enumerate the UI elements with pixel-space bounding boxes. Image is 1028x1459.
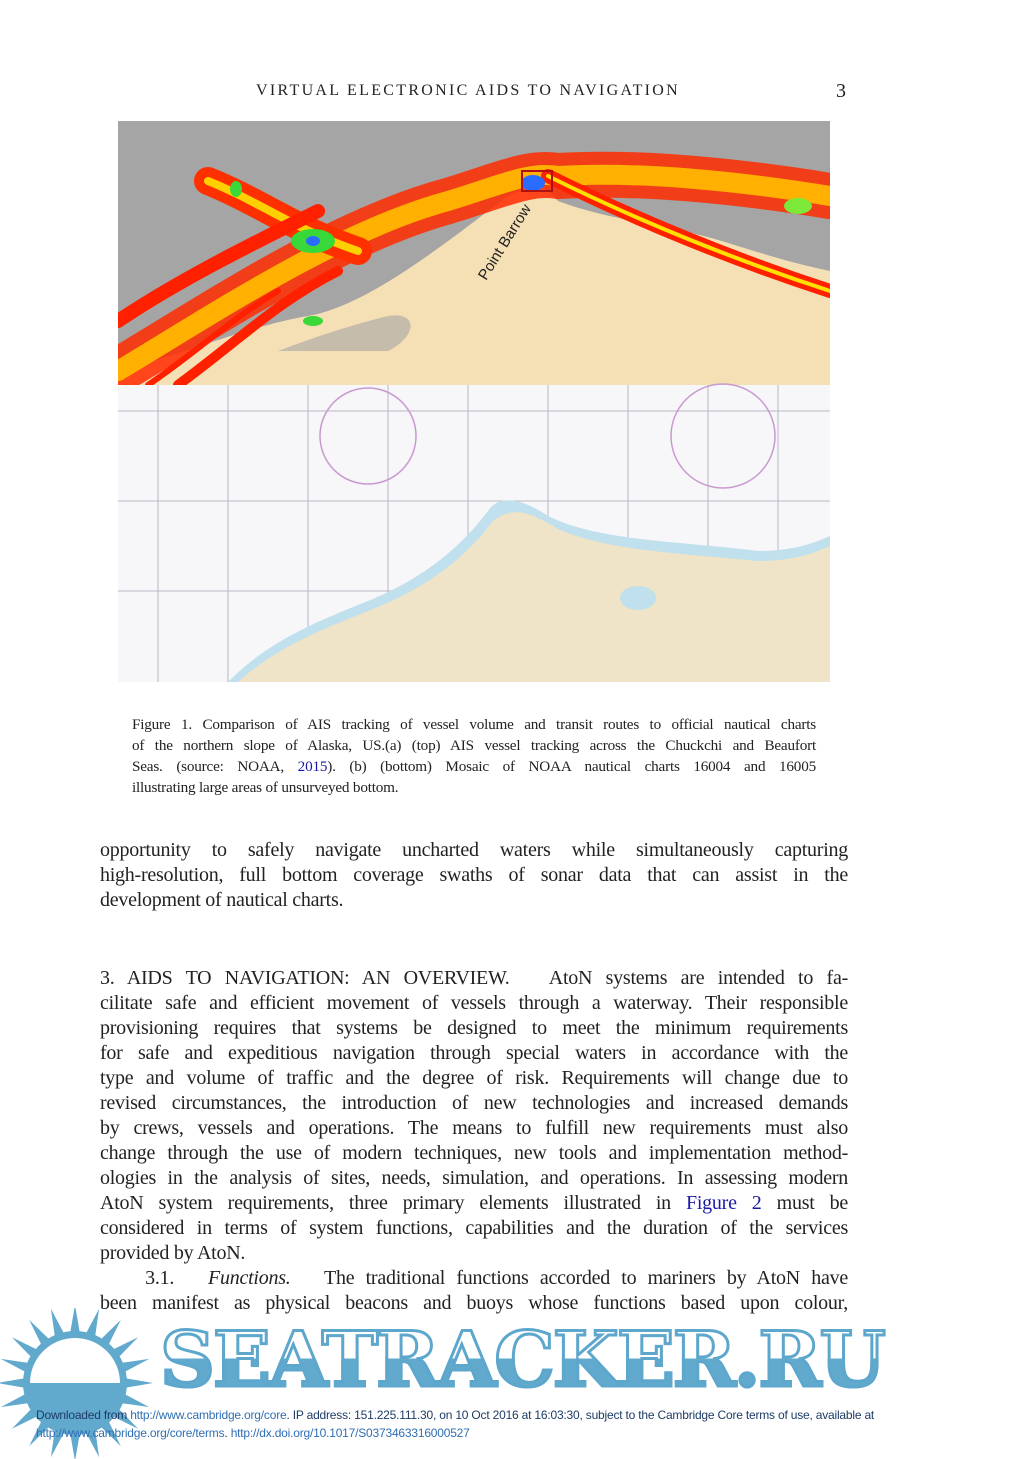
figure-1-image xyxy=(118,121,830,682)
text-line: cilitate safe and efficient movement of vessels through a waterway. Their responsible xyxy=(100,992,848,1014)
doi-link[interactable]: http://dx.doi.org/10.1017/S0373463316000527 xyxy=(230,1426,470,1440)
text-line: considered in terms of system functions, capabilities and the duration of the services xyxy=(100,1217,848,1239)
ais-heatmap-panel xyxy=(118,121,830,385)
caption-line: Figure 1. Comparison of AIS tracking of vessel volume and transit routes to official nautical charts xyxy=(132,716,816,733)
text: AtoN systems are intended to fa- xyxy=(548,967,848,989)
section-heading: 3. AIDS TO NAVIGATION: AN OVERVIEW. xyxy=(100,967,510,989)
text-line: opportunity to safely navigate uncharted waters while simultaneously capturing xyxy=(100,839,848,861)
subsection-number: 3.1. xyxy=(145,1267,175,1289)
nautical-chart-panel xyxy=(118,384,830,682)
caption-line: of the northern slope of Alaska, US.(a) (top) AIS vessel tracking across the Chuckchi and Beaufort xyxy=(132,737,816,754)
paragraph-continued xyxy=(100,838,848,913)
cambridge-core-link[interactable]: http://www.cambridge.org/core xyxy=(130,1408,287,1422)
footer-text: Downloaded from xyxy=(36,1408,131,1422)
watermark-text: SEATRACKER.RU xyxy=(160,1315,884,1404)
caption-text: ). (b) (bottom) Mosaic of NOAA nautical charts 16004 and 16005 xyxy=(327,758,816,775)
download-footer xyxy=(36,1406,996,1442)
subsection-title: Functions. xyxy=(208,1267,291,1289)
citation-link-2015[interactable]: 2015 xyxy=(297,758,328,775)
text-line: development of nautical charts. xyxy=(100,889,344,911)
text: AtoN system requirements, three primary elements illustrated in xyxy=(100,1192,686,1214)
text-line xyxy=(100,966,848,991)
terms-link[interactable]: http://www.cambridge.org/core/terms xyxy=(36,1426,225,1440)
running-title: VIRTUAL ELECTRONIC AIDS TO NAVIGATION xyxy=(256,82,680,99)
text: The traditional functions accorded to mariners by AtoN have xyxy=(324,1267,849,1289)
footer-text: . IP address: 151.225.111.30, on 10 Oct 2016 at 16:03:30, subject to the Cambridge Core terms of use, available at xyxy=(286,1408,875,1422)
figure-2-link[interactable]: Figure 2 xyxy=(686,1192,762,1214)
text-line: been manifest as physical beacons and buoys whose functions based upon colour, xyxy=(100,1292,848,1314)
page-number: 3 xyxy=(836,80,846,102)
text: must be xyxy=(761,1192,849,1214)
text-line xyxy=(100,1191,848,1216)
map-label-point-barrow: Point Barrow xyxy=(474,201,535,284)
text-line: ologies in the analysis of sites, needs, simulation, and operations. In assessing modern xyxy=(100,1167,848,1189)
text-line: change through the use of modern techniques, new tools and implementation method- xyxy=(100,1142,848,1164)
text-line: for safe and expeditious navigation through special waters in accordance with the xyxy=(100,1042,848,1064)
figure-caption xyxy=(132,714,816,798)
text-line: provisioning requires that systems be designed to meet the minimum requirements xyxy=(100,1017,848,1039)
caption-line: illustrating large areas of unsurveyed bottom. xyxy=(132,779,399,796)
text-line xyxy=(100,1266,848,1291)
text-line: type and volume of traffic and the degree of risk. Requirements will change due to xyxy=(100,1067,848,1089)
section-3 xyxy=(100,966,848,1316)
text-line: provided by AtoN. xyxy=(100,1242,246,1264)
text-line: by crews, vessels and operations. The means to fulfill new requirements must also xyxy=(100,1117,848,1139)
text-line: high-resolution, full bottom coverage swaths of sonar data that can assist in the xyxy=(100,864,848,886)
caption-line xyxy=(132,756,816,777)
text-line: revised circumstances, the introduction of new technologies and increased demands xyxy=(100,1092,848,1114)
footer-text: . xyxy=(224,1426,231,1440)
caption-text: Seas. (source: NOAA, xyxy=(132,758,298,775)
